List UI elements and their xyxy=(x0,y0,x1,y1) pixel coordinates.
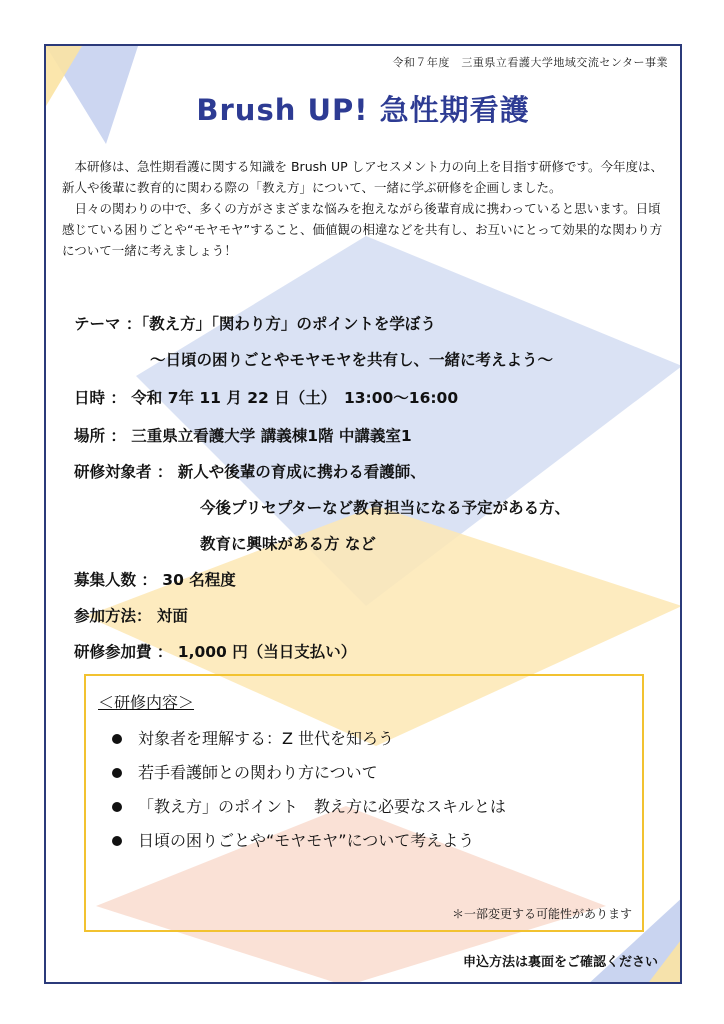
change-note: ＊一部変更する可能性があります xyxy=(451,907,632,921)
capacity-line: 募集人数 ： 30 名程度 xyxy=(74,571,236,589)
bullet-icon xyxy=(112,836,122,846)
theme-subtitle: ～日頃の困りごとやモヤモヤを共有し、一緒に考えよう～ xyxy=(150,351,554,369)
application-note: 申込方法は裏面をご確認ください xyxy=(462,955,658,970)
training-content-box xyxy=(84,674,644,932)
content-list xyxy=(108,728,506,864)
bullet-icon xyxy=(112,768,122,778)
bullet-icon xyxy=(112,802,122,812)
theme-line: テーマ ：「教え方」「関わり方」のポイントを学ぼう xyxy=(74,315,436,333)
organizer-line: 令和７年度 三重県立看護大学地域交流センター事業 xyxy=(392,56,668,69)
content-item: 「教え方」のポイント 教え方に必要なスキルとは xyxy=(108,796,506,830)
target-line: 研修対象者 ： 新人や後輩の育成に携わる看護師、 xyxy=(74,463,426,481)
content-item: 若手看護師との関わり方について xyxy=(108,762,506,796)
content-item: 日頃の困りごとや“モヤモヤ”について考えよう xyxy=(108,830,506,864)
page-title: Brush UP! 急性期看護 xyxy=(196,93,530,127)
flyer-frame xyxy=(44,44,682,984)
method-line: 参加方法： 対面 xyxy=(74,607,188,625)
target-line-3: 教育に興味がある方 など xyxy=(200,535,376,553)
intro-paragraph-2: 日々の関わりの中で、多くの方がさまざまな悩みを抱えながら後輩育成に携わっていると思います。日頃感じている困りごとや“モヤモヤ”すること、価値観の相違などを共有し、お互いにとって効果的な関わり方について一緒に考えましょう！ xyxy=(62,201,663,258)
place-line: 場所 ： 三重県立看護大学 講義棟1階 中講義室1 xyxy=(74,427,412,445)
fee-line: 研修参加費 ： 1,000 円（当日支払い） xyxy=(74,643,357,661)
content-heading: ＜研修内容＞ xyxy=(98,693,195,712)
target-line-2: 今後プリセプターなど教育担当になる予定がある方、 xyxy=(200,499,571,517)
date-line: 日時 ： 令和 7年 11 月 22 日（土） 13:00～16:00 xyxy=(74,389,459,407)
intro-paragraph-1: 本研修は、急性期看護に関する知識を Brush UP しアセスメント力の向上を目指す研修です。今年度は、新人や後輩に教育的に関わる際の「教え方」について、一緒に学ぶ研修を企画しました。 xyxy=(62,159,664,195)
bullet-icon xyxy=(112,734,122,744)
intro-text xyxy=(62,156,668,261)
content-item: 対象者を理解する：Z 世代を知ろう xyxy=(108,728,506,762)
